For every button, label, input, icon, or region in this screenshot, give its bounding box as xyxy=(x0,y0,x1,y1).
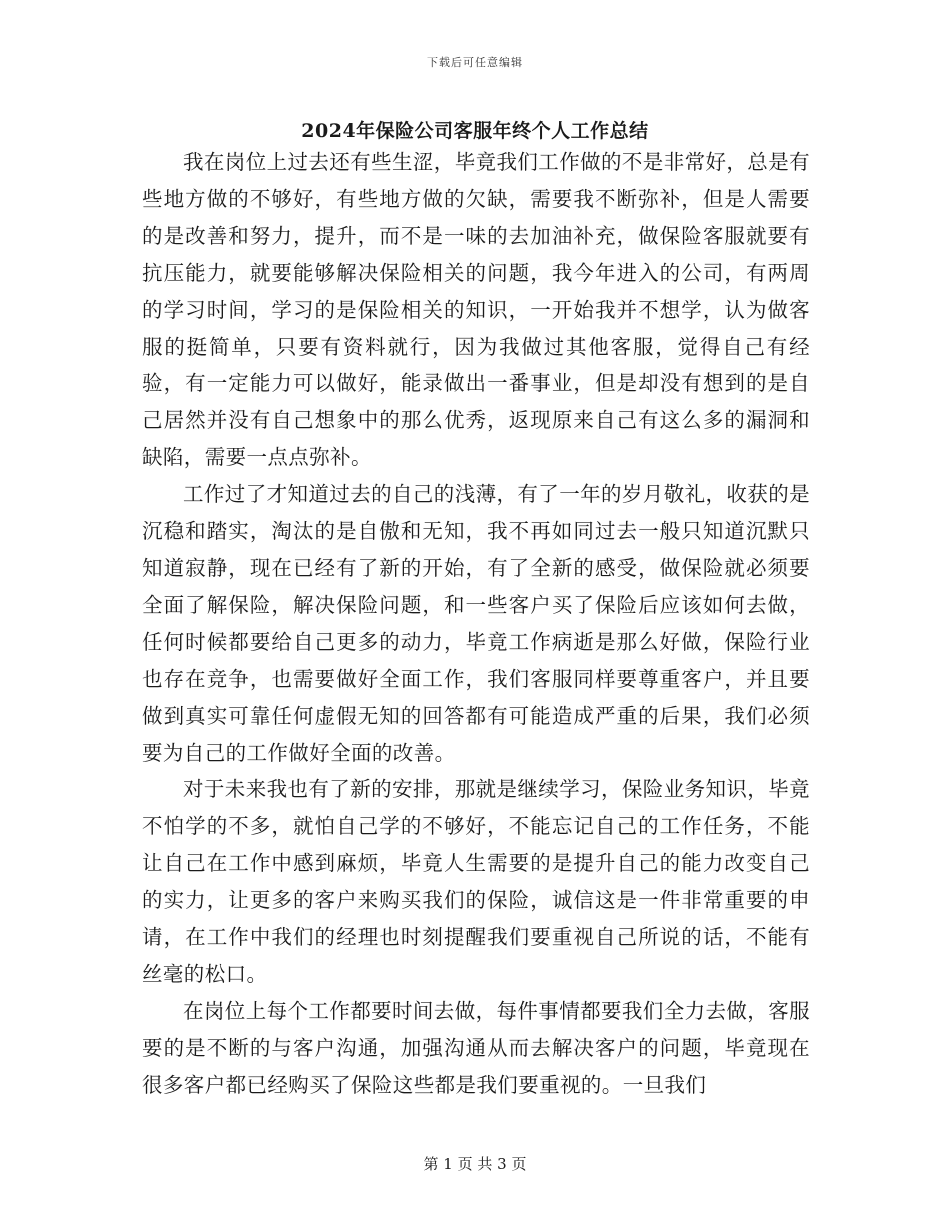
document-title: 2024年保险公司客服年终个人工作总结 xyxy=(301,120,649,142)
paragraph-3: 对于未来我也有了新的安排，那就是继续学习，保险业务知识，毕竟不怕学的不多，就怕自己学的不够好，不能忘记自己的工作任务，不能让自己在工作中感到麻烦，毕竟人生需要的是提升自己的能力改变自己的实力，让更多的客户来购买我们的保险，诚信这是一件非常重要的申请，在工作中我们的经理也时刻提醒我们要重视自己所说的话，不能有丝毫的松口。 xyxy=(142,777,810,986)
paragraph-2: 工作过了才知道过去的自己的浅薄，有了一年的岁月敬礼，收获的是沉稳和踏实，淘汰的是自傲和无知，我不再如同过去一般只知道沉默只知道寂静，现在已经有了新的开始，有了全新的感受，做保险就必须要全面了解保险，解决保险问题，和一些客户买了保险后应该如何去做，任何时候都要给自己更多的动力，毕竟工作病逝是那么好做，保险行业也存在竞争，也需要做好全面工作，我们客服同样要尊重客户，并且要做到真实可靠任何虚假无知的回答都有可能造成严重的后果，我们必须要为自己的工作做好全面的改善。 xyxy=(142,482,810,765)
document-body xyxy=(142,144,810,1104)
page-number-footer: 第 1 页 共 3 页 xyxy=(423,1155,527,1173)
paragraph-4: 在岗位上每个工作都要时间去做，每件事情都要我们全力去做，客服要的是不断的与客户沟通，加强沟通从而去解决客户的问题，毕竟现在很多客户都已经购买了保险这些都是我们要重视的。一旦我们 xyxy=(142,998,810,1097)
paragraph-1: 我在岗位上过去还有些生涩，毕竟我们工作做的不是非常好，总是有些地方做的不够好，有些地方做的欠缺，需要我不断弥补，但是人需要的是改善和努力，提升，而不是一味的去加油补充，做保险客服就要有抗压能力，就要能够解决保险相关的问题，我今年进入的公司，有两周的学习时间，学习的是保险相关的知识，一开始我并不想学，认为做客服的挺简单，只要有资料就行，因为我做过其他客服，觉得自己有经验，有一定能力可以做好，能录做出一番事业，但是却没有想到的是自己居然并没有自己想象中的那么优秀，返现原来自己有这么多的漏洞和缺陷，需要一点点弥补。 xyxy=(142,150,810,470)
page-header-note: 下载后可任意编辑 xyxy=(427,56,523,69)
